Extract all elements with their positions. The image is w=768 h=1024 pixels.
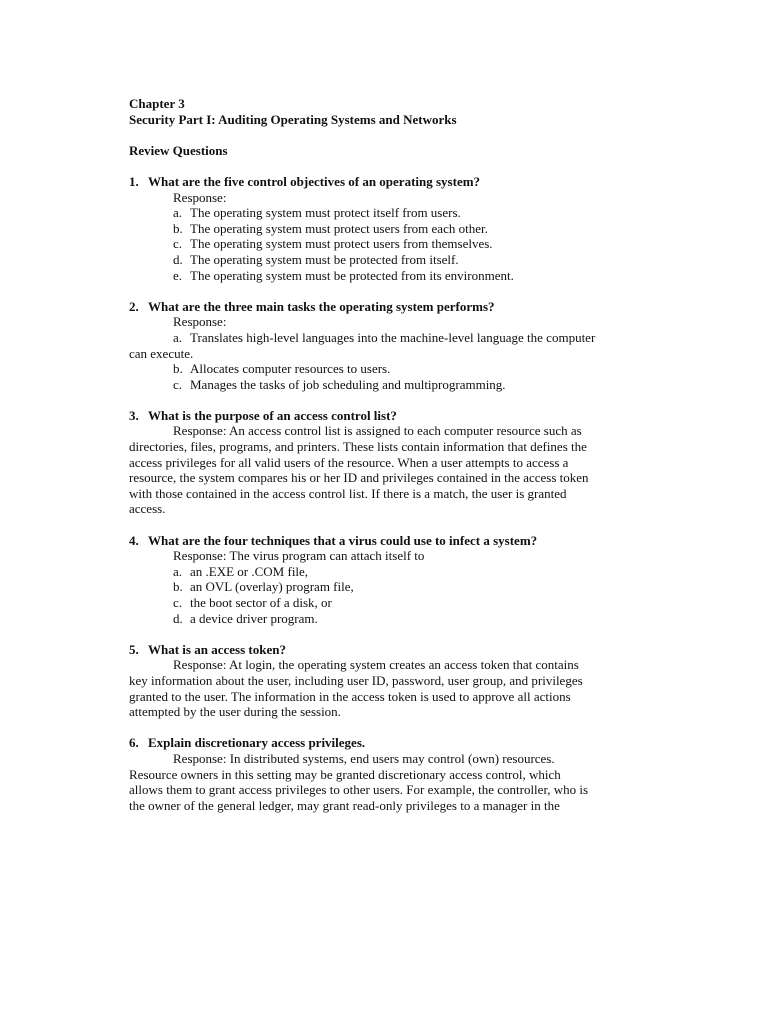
response-label: Response: — [173, 189, 227, 205]
list-item: d. The operating system must be protected from itself. — [173, 251, 459, 267]
list-item: b. Allocates computer resources to users. — [173, 361, 391, 377]
chapter-title: Security Part I: Auditing Operating Systems and Networks — [129, 111, 457, 127]
question-heading: 6. Explain discretionary access privileges. — [129, 735, 366, 751]
question-heading: 5. What is an access token? — [129, 641, 286, 657]
question-heading: 3. What is the purpose of an access control list? — [129, 407, 397, 423]
list-item: b. an OVL (overlay) program file, — [173, 579, 354, 595]
response-line: Response: At login, the operating system creates an access token that contains — [173, 657, 579, 673]
question-1 — [129, 174, 649, 283]
section-heading: Review Questions — [129, 142, 228, 158]
question-heading: 2. What are the three main tasks the operating system performs? — [129, 298, 495, 314]
response-line: directories, files, programs, and printers. These lists contain information that defines the — [129, 439, 587, 455]
response-line: attempted by the user during the session. — [129, 704, 341, 720]
list-item: a. Translates high-level languages into the machine-level language the computer can execute. — [129, 329, 596, 361]
chapter-heading: Chapter 3 — [129, 96, 185, 111]
list-item: c. Manages the tasks of job scheduling and multiprogramming. — [173, 376, 506, 392]
question-heading: 4. What are the four techniques that a virus could use to infect a system? — [129, 532, 538, 548]
list-item: c. The operating system must protect users from themselves. — [173, 236, 493, 252]
question-4 — [129, 533, 649, 627]
list-item: b. The operating system must protect users from each other. — [173, 220, 488, 236]
question-5 — [129, 642, 649, 720]
response-line: Response: An access control list is assigned to each computer resource such as — [173, 423, 582, 439]
list-item: c. the boot sector of a disk, or — [173, 595, 332, 610]
document-page — [129, 96, 649, 813]
response-line: Response: In distributed systems, end users may control (own) resources. — [173, 750, 555, 766]
question-2 — [129, 299, 649, 393]
response-line: key information about the user, including user ID, password, user group, and privileges — [129, 672, 583, 688]
response-line: access. — [129, 501, 166, 517]
response-line: Resource owners in this setting may be granted discretionary access control, which — [129, 766, 561, 782]
response-label: Response: — [173, 314, 227, 330]
response-label: Response: The virus program can attach itself to — [173, 548, 425, 564]
question-heading: 1. What are the five control objectives of an operating system? — [129, 173, 481, 189]
list-item: a. The operating system must protect itself from users. — [173, 205, 461, 221]
response-line: access privileges for all valid users of the resource. When a user attempts to access a — [129, 454, 569, 470]
question-3 — [129, 408, 649, 517]
response-line: resource, the system compares his or her ID and privileges contained in the access token — [129, 470, 589, 486]
list-item: a. an .EXE or .COM file, — [173, 563, 309, 579]
response-line: allows them to grant access privileges to other users. For example, the controller, who is — [129, 782, 589, 798]
question-6 — [129, 735, 649, 813]
list-item: d. a device driver program. — [173, 610, 318, 626]
response-line: granted to the user. The information in the access token is used to approve all actions — [129, 688, 571, 704]
response-line: the owner of the general ledger, may grant read-only privileges to a manager in the — [129, 797, 560, 813]
list-item: e. The operating system must be protected from its environment. — [173, 267, 514, 283]
response-line: with those contained in the access control list. If there is a match, the user is granted — [129, 485, 567, 501]
